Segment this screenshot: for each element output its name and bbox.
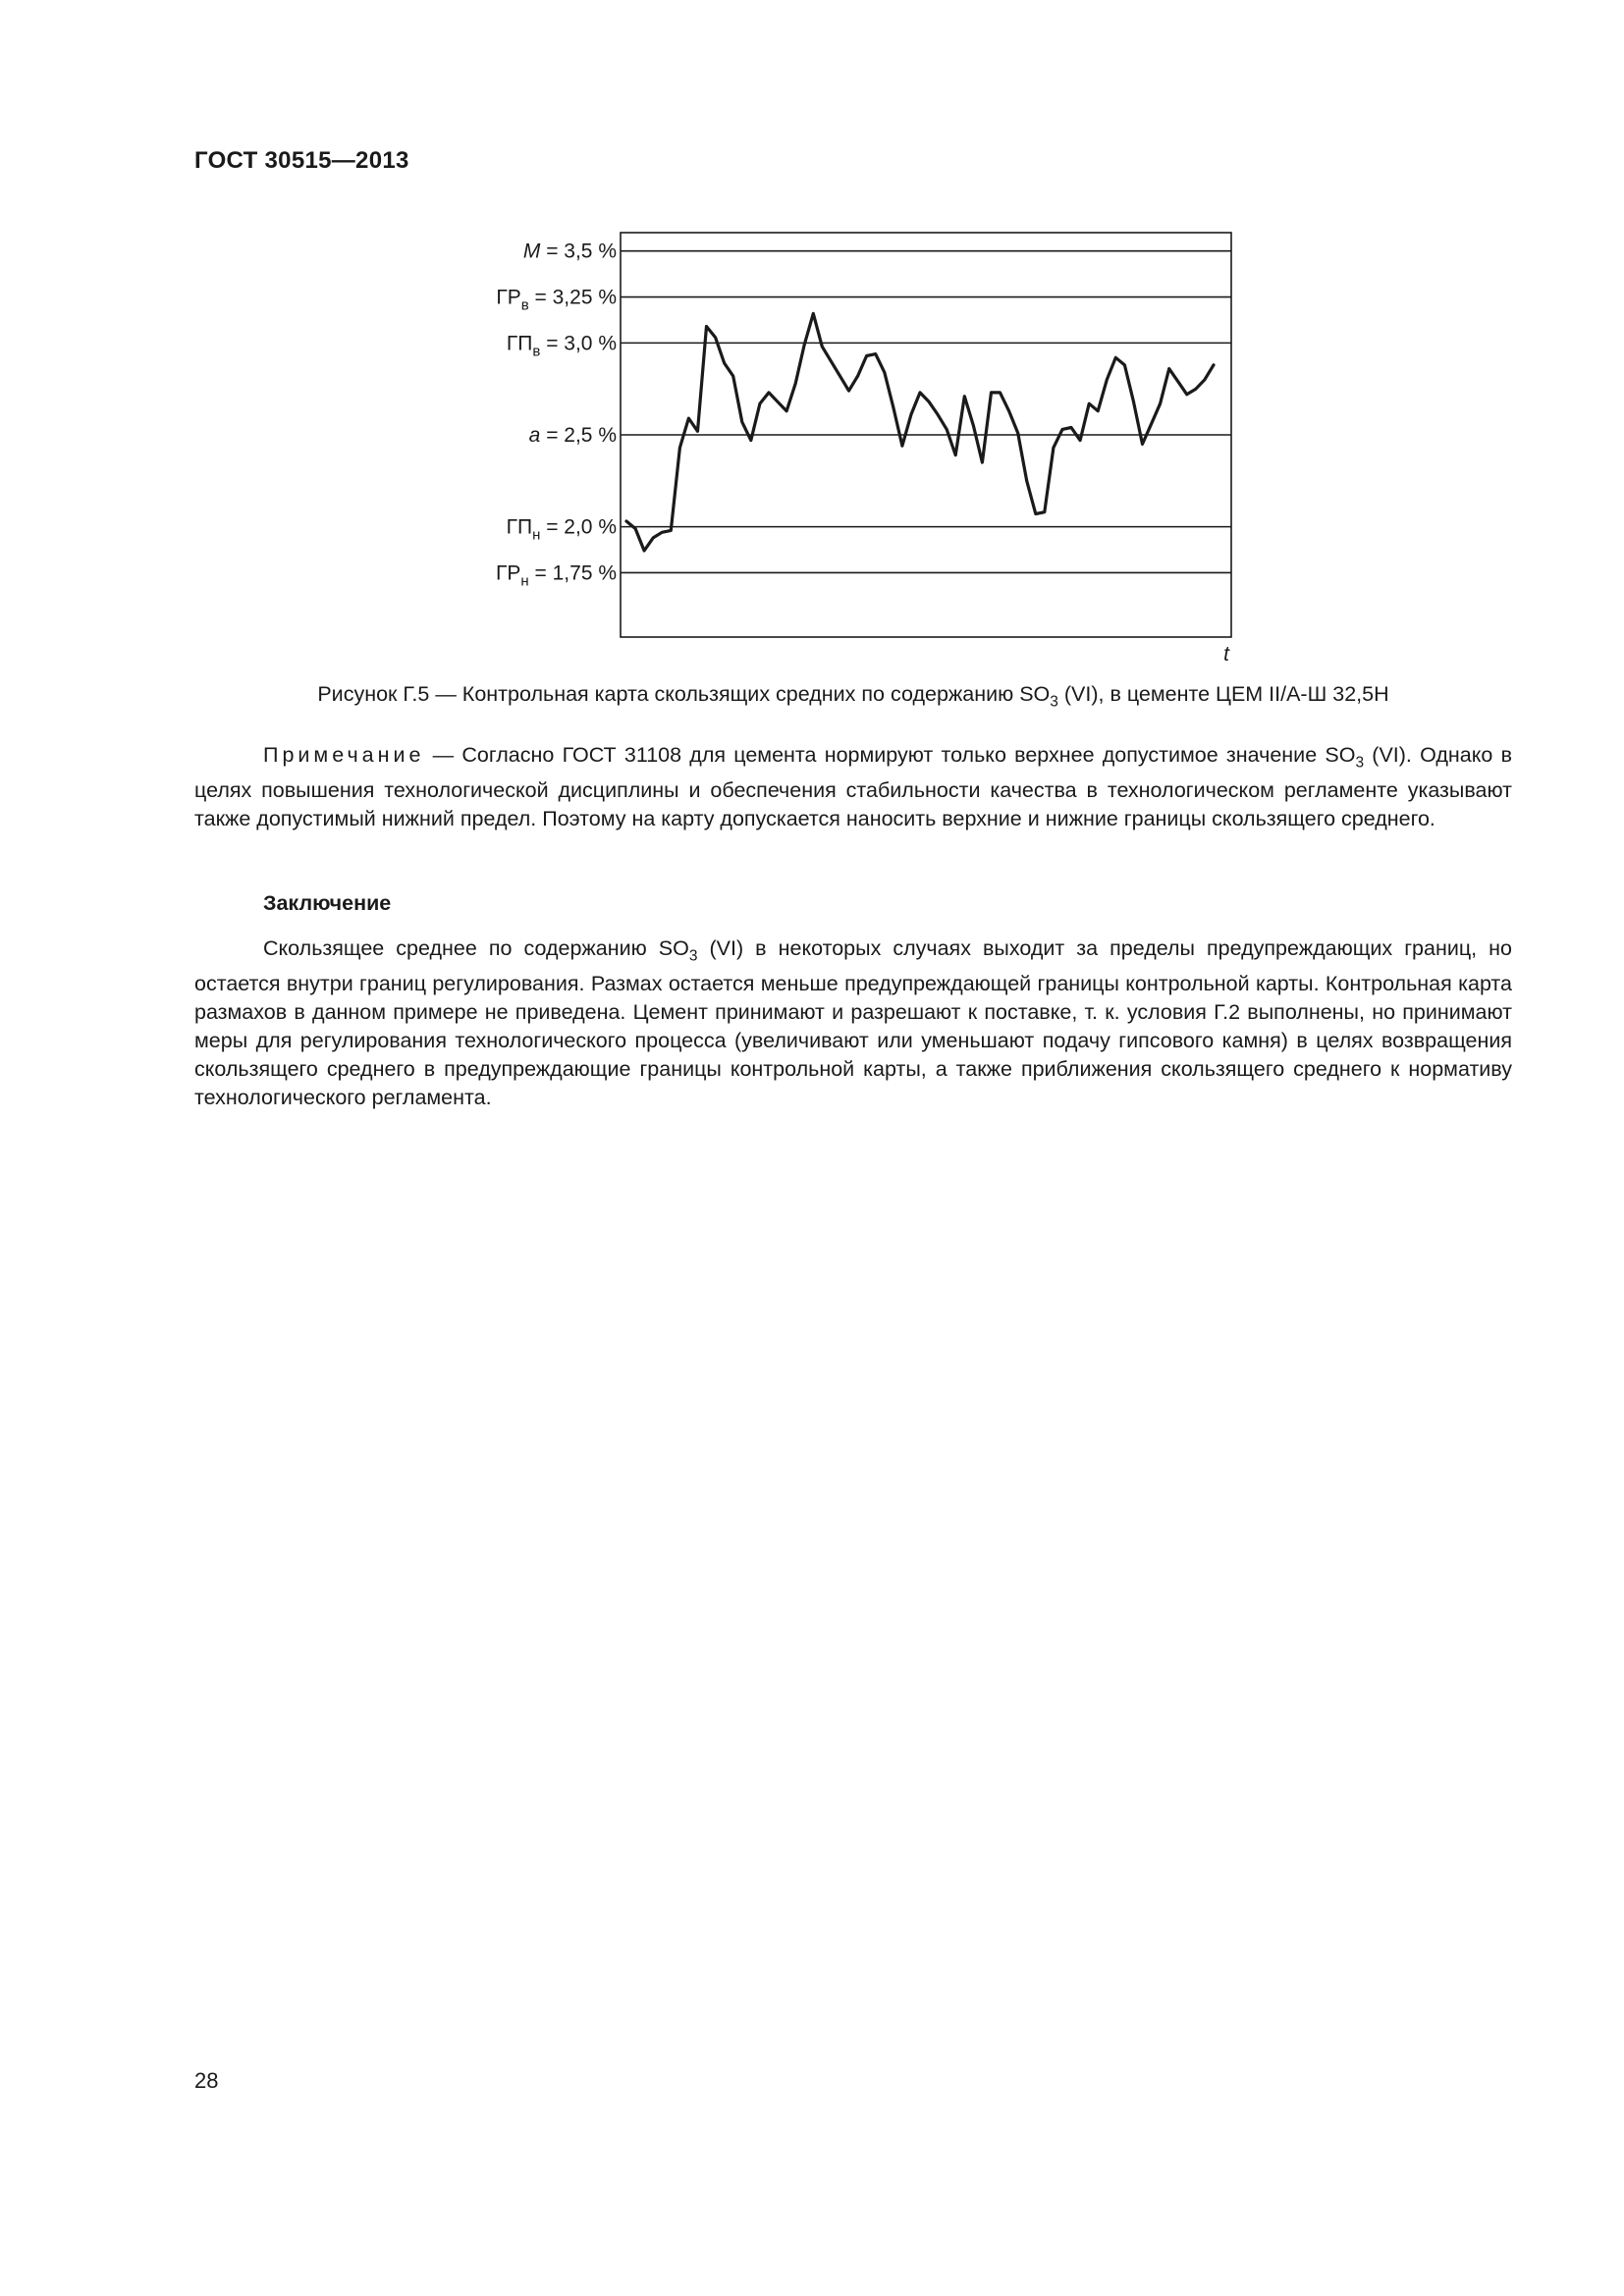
conclusion-heading: Заключение: [263, 891, 392, 915]
control-chart: [452, 221, 1257, 667]
conclusion-text: Скользящее среднее по содержанию SO: [263, 936, 689, 960]
reference-label-GRn: $ГР_н = 1,75$ %: [496, 561, 617, 590]
note-text-end: (VI). Однако в целях повышения технологической дисциплины и обеспечения стабильности качества в технологическом регламенте указывают также допустимый нижний предел. Поэтому на карту допускается наносить верхние и нижние границы скользящего среднего.: [194, 743, 1512, 831]
moving-average-line: [626, 313, 1214, 551]
page-number: 28: [194, 2068, 219, 2093]
figure-caption-subscript: 3: [1050, 693, 1058, 711]
conclusion-text-end: (VI) в некоторых случаях выходит за пределы предупреждающих границ, но остается внутри границ регулирования. Размах остается меньше предупреждающей границы контрольной карты. Контрольная карта размахов в данном примере не приведена. Цемент принимают и разрешают к поставке, т. к. условия Г.2 выполнены, но принимают меры для регулирования технологического процесса (увеличивают или уменьшают подачу гипсового камня) в целях возвращения скользящего среднего в предупреждающие границы контрольной карты, а также приближения скользящего среднего к нормативу технологического регламента.: [194, 936, 1512, 1110]
figure-caption-text: Рисунок Г.5 — Контрольная карта скользящих средних по содержанию SO: [317, 682, 1051, 706]
x-axis-label: t: [1223, 643, 1229, 666]
figure-caption-text-end: (VI), в цементе ЦЕМ II/А-Ш 32,5Н: [1057, 682, 1389, 706]
document-code-header: ГОСТ 30515—2013: [194, 147, 409, 174]
reference-label-GRv: $ГР_в = 3,25$ %: [496, 286, 617, 314]
reference-label-M: M = 3,5 %: [522, 240, 617, 263]
conclusion-paragraph: [194, 934, 1512, 1112]
reference-labels: [496, 240, 617, 590]
reference-label-a: a = 2,5 %: [528, 424, 617, 447]
note-subscript: 3: [1355, 754, 1365, 772]
figure-caption: [194, 682, 1512, 711]
note-label: Примечание: [263, 743, 425, 767]
note-text: — Согласно ГОСТ 31108 для цемента нормируют только верхнее допустимое значение SO: [424, 743, 1356, 767]
conclusion-subscript: 3: [688, 947, 698, 965]
reference-label-GPv: $ГП_в = 3,0$ %: [506, 332, 617, 360]
note-paragraph: [194, 741, 1512, 833]
reference-label-GPn: $ГП_н = 2,0$ %: [506, 515, 617, 544]
reference-lines: [621, 251, 1231, 573]
